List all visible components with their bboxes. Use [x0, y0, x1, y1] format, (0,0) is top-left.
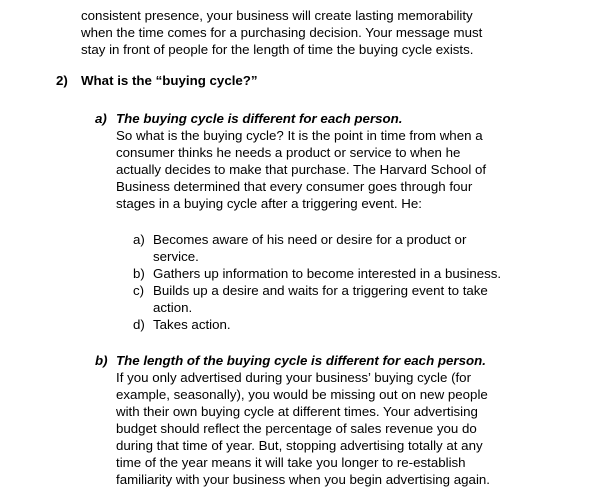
- intro-line: stay in front of people for the length of time the buying cycle exists.: [81, 42, 474, 57]
- subsection-heading: The buying cycle is different for each person.: [116, 111, 403, 126]
- paragraph-line: with their own buying cycle at different times. Your advertising: [116, 404, 478, 419]
- list-item-line: Gathers up information to become interested in a business.: [153, 266, 502, 281]
- paragraph-line: So what is the buying cycle? It is the point in time from when a: [116, 128, 483, 143]
- subsection-marker: b): [95, 353, 108, 368]
- section-number: 2): [56, 73, 68, 88]
- paragraph-line: budget should reflect the percentage of sales revenue you do: [116, 421, 477, 436]
- list-item-line: service.: [153, 249, 199, 264]
- list-item-line: Builds up a desire and waits for a triggering event to take: [153, 283, 488, 298]
- paragraph-line: consumer thinks he needs a product or service to when he: [116, 145, 461, 160]
- subsection-marker: a): [95, 111, 107, 126]
- subsection-heading: The length of the buying cycle is different for each person.: [116, 353, 486, 368]
- paragraph-line: stages in a buying cycle after a triggering event. He:: [116, 196, 422, 211]
- list-item-line: Takes action.: [153, 317, 231, 332]
- intro-line: when the time comes for a purchasing decision. Your message must: [81, 25, 483, 40]
- intro-line: consistent presence, your business will create lasting memorability: [81, 8, 473, 23]
- paragraph-line: Business determined that every consumer goes through four: [116, 179, 473, 194]
- paragraph-line: example, seasonally), you would be missing out on new people: [116, 387, 488, 402]
- paragraph-line: familiarity with your business when you begin advertising again.: [116, 472, 490, 487]
- list-marker: c): [133, 283, 145, 298]
- list-marker: a): [133, 232, 145, 247]
- list-marker: b): [133, 266, 145, 281]
- paragraph-line: actually decides to make that purchase. The Harvard School of: [116, 162, 487, 177]
- paragraph-line: time of the year means it will take you longer to re-establish: [116, 455, 466, 470]
- list-item-line: Becomes aware of his need or desire for a product or: [153, 232, 467, 247]
- section-heading: What is the “buying cycle?”: [81, 73, 258, 88]
- list-marker: d): [133, 317, 145, 332]
- paragraph-line: If you only advertised during your business’ buying cycle (for: [116, 370, 472, 385]
- paragraph-line: during that time of year. But, stopping advertising totally at any: [116, 438, 483, 453]
- list-item-line: action.: [153, 300, 193, 315]
